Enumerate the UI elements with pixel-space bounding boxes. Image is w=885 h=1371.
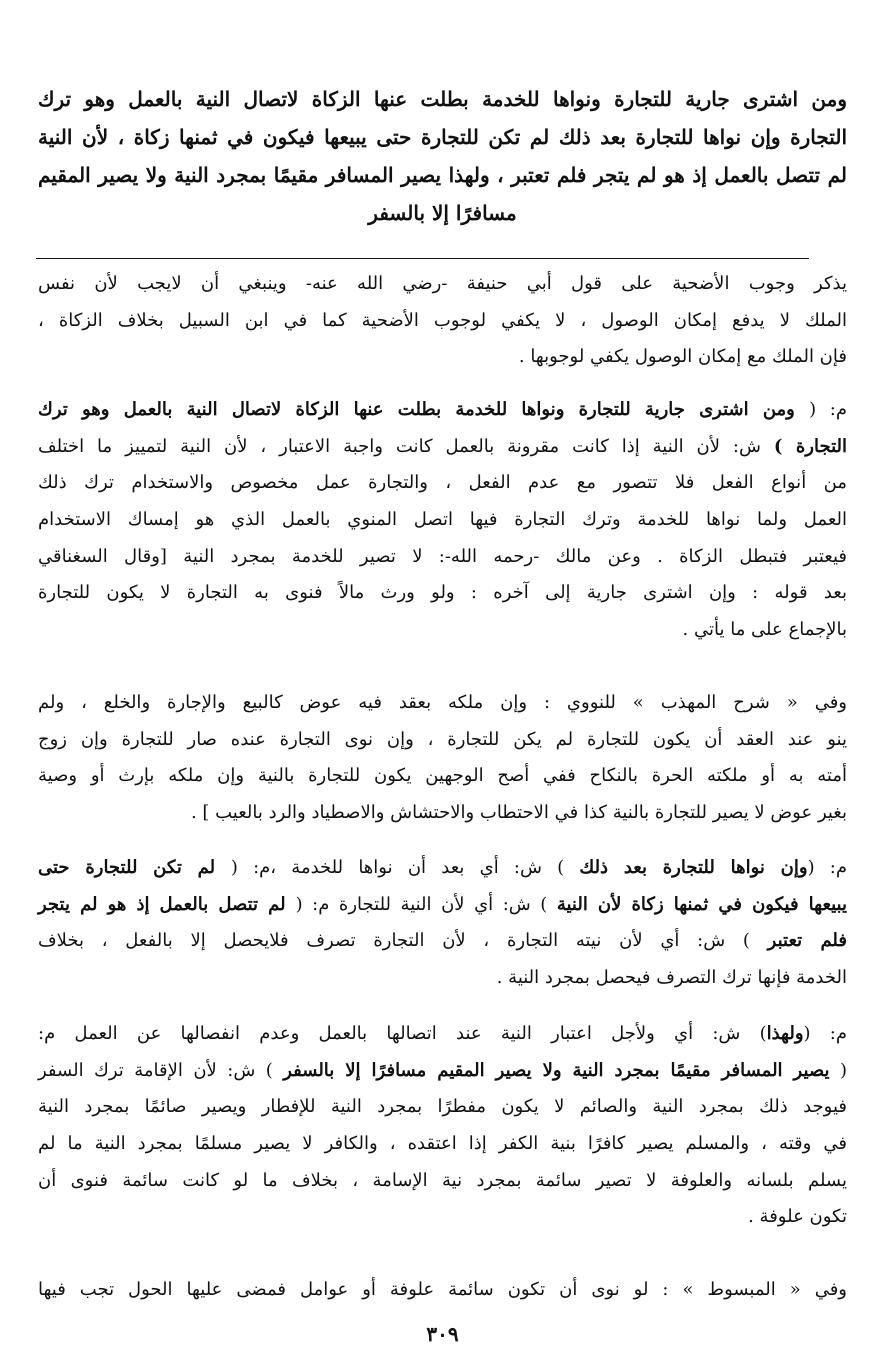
commentary-paragraph-6 xyxy=(38,1272,847,1309)
commentary-line: الملك لا يدفع إمكان الوصول ، لا يكفي لوجوب الأضحية كما في ابن السبيل بخلاف الزكاة ، xyxy=(38,309,847,331)
sharh-text: ) ش: أي ولأجل اعتبار النية عند اتصالها بالعمل وعدم انفصالها عن العمل م: xyxy=(38,1023,767,1044)
commentary-paragraph-2 xyxy=(38,392,847,649)
main-text xyxy=(38,80,847,232)
sharh-text: ) ش: أي لأن النية للتجارة م: ( xyxy=(295,893,557,915)
commentary-paragraph-4 xyxy=(38,850,847,997)
sharh-text: ش: لأن النية إذا كانت مقرونة بالعمل كانت واجبة الاعتبار ، لأن النية لتمييز ما اختلف xyxy=(38,435,774,457)
commentary-line: تكون علوفة . xyxy=(748,1206,847,1228)
quoted-matn: ولهذا xyxy=(766,1023,804,1044)
matn-marker: م: ( xyxy=(809,399,847,420)
commentary-line xyxy=(38,392,847,429)
commentary-line: وفي « المبسوط » : لو نوى أن تكون سائمة علوفة أو عوامل فمضى عليها الحول تجب فيها xyxy=(38,1279,847,1300)
quoted-matn: ومن اشترى جارية للتجارة ونواها للخدمة بطلت عنها الزكاة لاتصال النية بالعمل وهو ترك xyxy=(38,399,810,420)
commentary-line: يسلم بلسانه والعلوفة لا تصير سائمة بمجرد نية الإسامة ، بخلاف ما لو كانت سائمة فنوى أن xyxy=(38,1169,847,1191)
commentary-line xyxy=(38,887,847,924)
page-number: ٣٠٩ xyxy=(426,1322,459,1346)
main-text-line: مسافرًا إلا بالسفر xyxy=(368,201,517,225)
matn-marker: م: ( xyxy=(803,1023,848,1044)
quoted-matn: يصير المسافر مقيمًا بمجرد النية ولا يصير المقيم مسافرًا إلا بالسفر xyxy=(283,1059,830,1081)
sharh-text: ) ش: أي بعد أن نواها للخدمة ،م: ( xyxy=(230,857,580,878)
main-text-line: لم تتصل بالعمل إذ هو لم يتجر فلم تعتبر ، ولهذا يصير المسافر مقيمًا بمجرد النية ولا يصير المقيم xyxy=(38,163,847,187)
commentary-line: أمته به أو ملكته الحرة بالنكاح ففي أصح الوجهين يكون للتجارة بالنية وإن ملكه بإرث أو وصية xyxy=(38,765,847,787)
commentary-line: بعد قوله : وإن اشترى جارية إلى آخره : ولو ورث مالاً فنوى به التجارة لا يكون للتجارة xyxy=(38,582,847,604)
matn-marker: ( xyxy=(829,1059,847,1081)
quoted-matn: لم تتصل بالعمل إذ هو لم يتجر xyxy=(38,893,296,915)
commentary-paragraph-3 xyxy=(38,685,847,832)
commentary-line: العمل ولما نواها للخدمة وترك التجارة فيها اتصل المنوي بالعمل الذي هو إمساك الاستخدام xyxy=(38,509,847,531)
commentary-line: في وقته ، والمسلم يصير كافرًا بنية الكفر إذا اعتقده ، والكافر لا يصير مسلمًا بمجرد النية ما لم xyxy=(38,1133,847,1155)
commentary-paragraph-1 xyxy=(38,266,847,376)
main-text-line: ومن اشترى جارية للتجارة ونواها للخدمة بطلت عنها الزكاة لاتصال النية بالعمل وهو ترك xyxy=(38,87,848,111)
quoted-matn: وإن نواها للتجارة بعد ذلك xyxy=(579,857,808,878)
commentary-paragraph-5 xyxy=(38,1016,847,1236)
commentary-line xyxy=(38,1053,847,1090)
section-divider xyxy=(36,258,809,259)
quoted-matn: فلم تعتبر xyxy=(767,930,847,952)
commentary-line: يذكر وجوب الأضحية على قول أبي حنيفة -رضي الله عنه- وينبغي أن لايجب لأن نفس xyxy=(38,273,847,294)
commentary-line: الخدمة فإنها ترك التصرف فيحصل بمجرد النية . xyxy=(496,967,847,989)
commentary-line: من أنواع الفعل فلا تتصور مع عدم الفعل ، والتجارة عمل مخصوص والاستخدام ترك ذلك xyxy=(38,472,847,494)
matn-marker: م: ( xyxy=(807,857,848,878)
sharh-text: ) ش: أي لأن نيته التجارة ، لأن التجارة تصرف فلايحصل إلا بالفعل ، بخلاف xyxy=(38,930,768,952)
main-text-line: التجارة وإن نواها للتجارة بعد ذلك لم تكن للتجارة حتى يبيعها فيكون في ثمنها زكاة ، لأن النية xyxy=(38,125,847,149)
commentary-line: فإن الملك مع إمكان الوصول يكفي لوجوبها . xyxy=(518,346,847,368)
commentary-line: فيوجد ذلك بمجرد النية والصائم لا يكون مفطرًا بمجرد النية للإفطار ويصير صائمًا بمجرد النية xyxy=(38,1096,847,1118)
quoted-matn: يبيعها فيكون في ثمنها زكاة لأن النية xyxy=(556,893,847,915)
commentary-line xyxy=(38,923,847,960)
commentary-line xyxy=(38,429,847,466)
quoted-matn: التجارة ) xyxy=(773,435,847,457)
commentary-line: بغير عوض لا يصير للتجارة بالنية كذا في الاحتطاب والاحتشاش والاصطياد والرد بالعيب ] . xyxy=(190,802,847,824)
quoted-matn: لم تكن للتجارة حتى xyxy=(38,857,231,878)
commentary-line xyxy=(38,850,847,887)
commentary-line: بالإجماع على ما يأتي . xyxy=(682,619,847,641)
commentary-line: وفي « شرح المهذب » للنووي : وإن ملكه بعقد فيه عوض كالبيع والإجارة والخلع ، ولم xyxy=(38,692,847,713)
sharh-text: ) ش: لأن الإقامة ترك السفر xyxy=(38,1059,284,1081)
commentary-line xyxy=(38,1016,847,1053)
commentary-line: ينو عند العقد أن يكون للتجارة لم يكن للتجارة ، وإن نوى التجارة عنده صار للتجارة وإن زوج xyxy=(38,728,847,750)
commentary-line: فيعتبر فتبطل الزكاة . وعن مالك -رحمه الله-: لا تصير للخدمة بمجرد النية [وقال السغناقي xyxy=(38,545,847,567)
